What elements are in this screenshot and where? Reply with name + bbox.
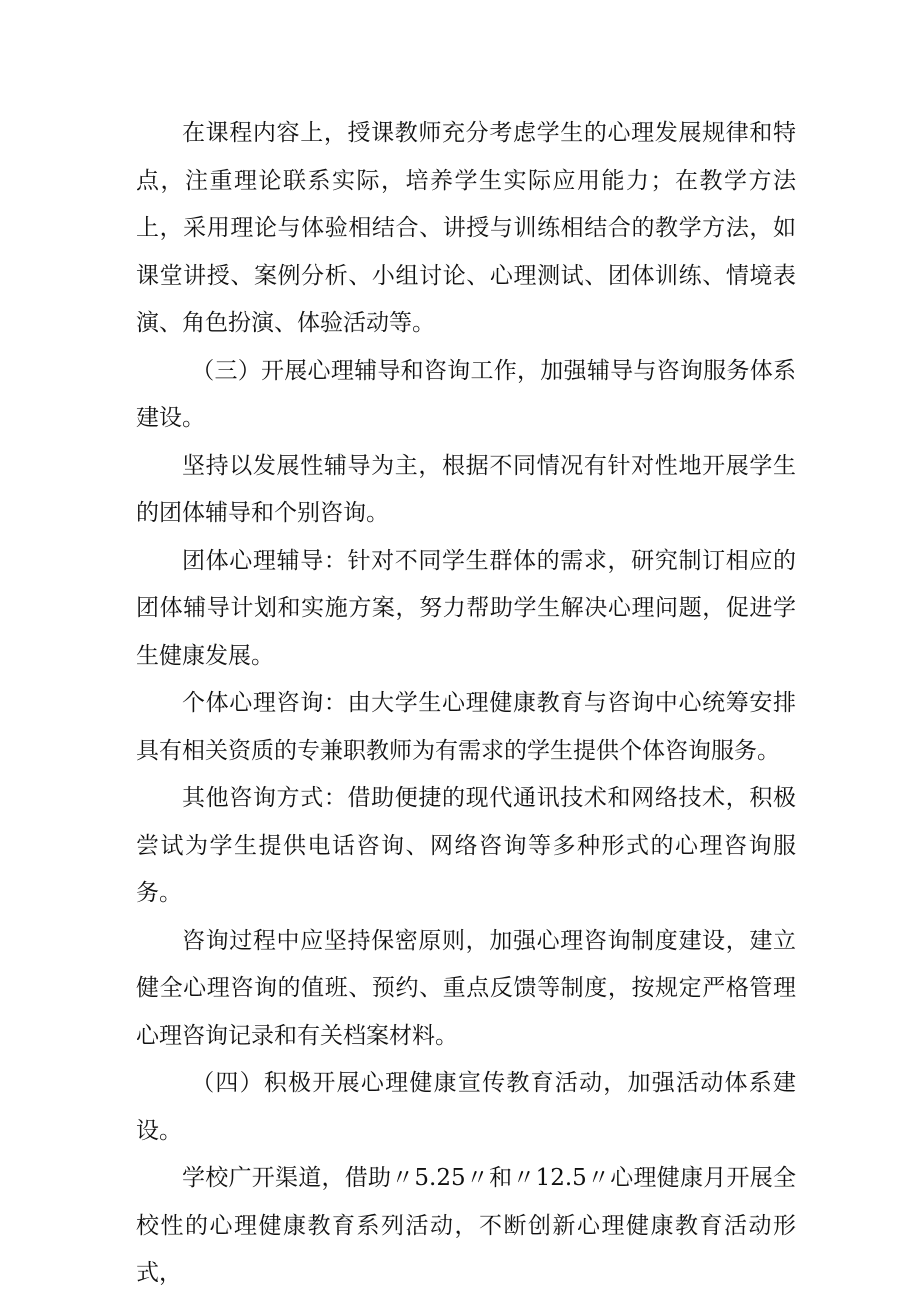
- paragraph-developmental-guidance: 坚持以发展性辅导为主，根据不同情况有针对性地开展学生的团体辅导和个别咨询。: [136, 452, 796, 526]
- section-heading-publicity: （四）积极开展心理健康宣传教育活动，加强活动体系建设。: [136, 1070, 796, 1144]
- paragraph-confidentiality: 咨询过程中应坚持保密原则，加强心理咨询制度建设，建立健全心理咨询的值班、预约、重点反馈等制度，按规定严格管理心理咨询记录和有关档案材料。: [136, 927, 796, 1049]
- document-body: [136, 110, 796, 1298]
- paragraph-other-counseling: 其他咨询方式：借助便捷的现代通讯技术和网络技术，积极尝试为学生提供电话咨询、网络咨询等多种形式的心理咨询服务。: [136, 785, 796, 906]
- paragraph-group-counseling: 团体心理辅导：针对不同学生群体的需求，研究制订相应的团体辅导计划和实施方案，努力帮助学生解决心理问题，促进学生健康发展。: [136, 547, 796, 669]
- paragraph-school-activities: 学校广开渠道，借助〃5.25〃和〃12.5〃心理健康月开展全校性的心理健康教育系列活动，不断创新心理健康教育活动形式，: [136, 1165, 796, 1286]
- paragraph-individual-counseling: 个体心理咨询：由大学生心理健康教育与咨询中心统筹安排具有相关资质的专兼职教师为有需求的学生提供个体咨询服务。: [136, 690, 796, 764]
- section-heading-counseling: （三）开展心理辅导和咨询工作，加强辅导与咨询服务体系建设。: [136, 357, 796, 431]
- paragraph-course-content: 在课程内容上，授课教师充分考虑学生的心理发展规律和特点，注重理论联系实际，培养学生实际应用能力；在教学方法上，采用理论与体验相结合、讲授与训练相结合的教学方法，如课堂讲授、案例分析、小组讨论、心理测试、团体训练、情境表演、角色扮演、体验活动等。: [136, 120, 796, 336]
